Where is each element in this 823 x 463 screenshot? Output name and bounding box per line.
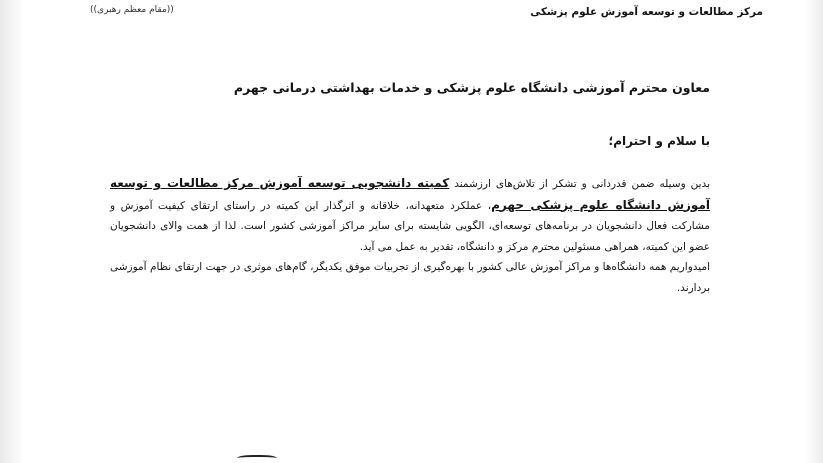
letter-body (110, 173, 710, 298)
page-edge-shadow-right (805, 0, 823, 463)
center-name-highlight: توسعه آموزش مرکز مطالعات و توسعه آموزش دانشگاه علوم پزشکی جهرم (110, 176, 710, 212)
paragraph-1-intro: بدین وسیله ضمن قدردانی و تشکر از تلاش‌های ارزشمند (449, 178, 710, 190)
letter-greeting: با سلام و احترام؛ (608, 134, 710, 148)
paragraph-1-rest: ، عملکرد متعهدانه، خلاقانه و اثرگذار این کمیته در راستای ارتقای کیفیت آموزش و مشارکت فعال دانشجویان در برنامه‌های توسعه‌ای، الگویی شایسته برای سایر مراکز آموزشی کشور است. لذا از همت والای دانشجویان عضو این کمیته، همراهی مسئولین محترم مرکز و دانشگاه، تقدیر به عمل می آید. (110, 199, 710, 253)
committee-name-highlight: کمیته دانشجویی (351, 176, 450, 190)
quote-attribution: ((مقام معظم رهبری)) (90, 5, 174, 15)
organization-header: مرکز مطالعات و توسعه آموزش علوم پزشکی (530, 6, 763, 18)
page-edge-shadow-left (0, 0, 26, 463)
body-paragraph-1 (110, 173, 710, 257)
letter-recipient: معاون محترم آموزشی دانشگاه علوم پزشکی و خدمات بهداشتی درمانی جهرم (233, 80, 710, 95)
body-paragraph-2: امیدواریم همه دانشگاه‌ها و مراکز آموزش عالی کشور با بهره‌گیری از تجربیات موفق یکدیگر، گام‌های موثری در جهت ارتقای نظام آموزشی بردارند. (110, 261, 710, 294)
signature-mark-fragment (237, 455, 277, 463)
